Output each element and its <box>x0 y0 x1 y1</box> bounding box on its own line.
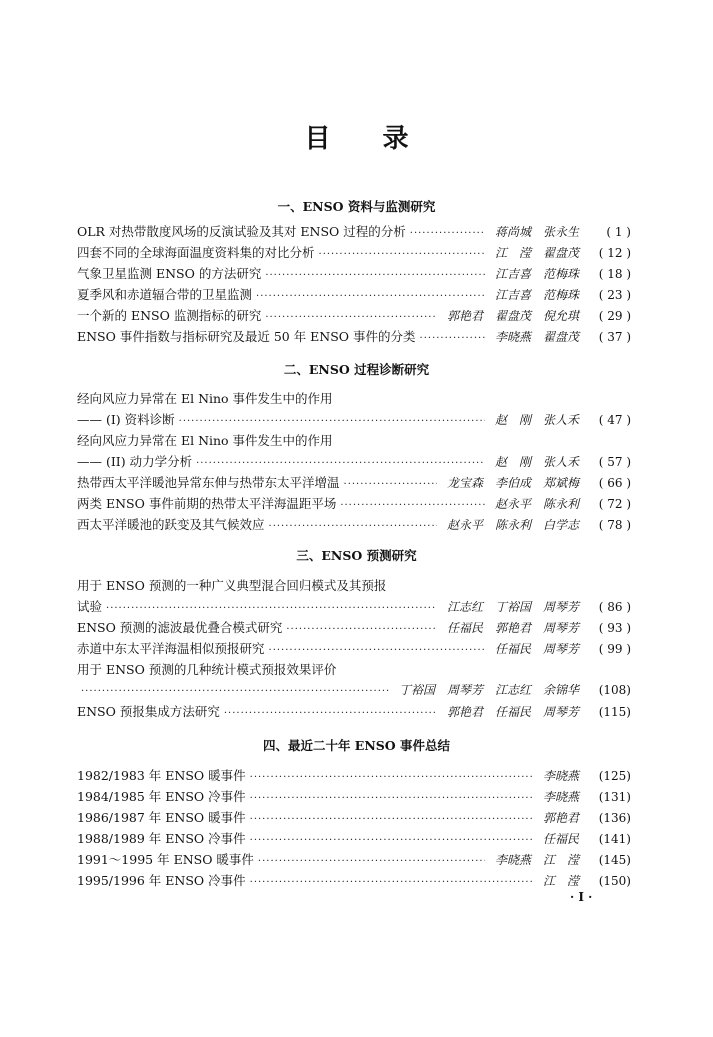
entry-page: (131) <box>598 790 631 804</box>
entry-page: ( 12 ) <box>598 246 631 260</box>
entry-page: (145) <box>598 853 631 867</box>
entry-authors: 江吉喜 范梅珠 <box>494 288 579 302</box>
entry-page: ( 72 ) <box>598 497 631 511</box>
toc-entry[interactable] <box>77 871 631 891</box>
entry-title: 1986/1987 年 ENSO 暖事件 <box>77 810 246 825</box>
entry-page: (115) <box>598 705 631 719</box>
entry-authors: 赵 刚 张人禾 <box>494 455 579 469</box>
toc-entry-title-line[interactable] <box>77 431 631 451</box>
entry-title: 1984/1985 年 ENSO 冷事件 <box>77 789 246 804</box>
entry-title: 一个新的 ENSO 监测指标的研究 <box>77 308 262 323</box>
entry-page: ( 37 ) <box>598 330 631 344</box>
entry-title: ENSO 事件指数与指标研究及最近 50 年 ENSO 事件的分类 <box>77 329 416 344</box>
entry-page: (108) <box>598 683 631 697</box>
section-heading: 三、ENSO 预测研究 <box>296 548 417 563</box>
entry-authors: 江吉喜 范梅珠 <box>494 267 579 281</box>
entry-title: 经向风应力异常在 El Nino 事件发生中的作用 <box>77 433 333 448</box>
entry-authors: 李晓燕 江 滢 <box>494 853 579 867</box>
entry-page: ( 78 ) <box>598 518 631 532</box>
entry-authors: 江志红 丁裕国 周琴芳 <box>446 600 579 614</box>
entry-authors: 赵永平 陈永利 白学志 <box>446 518 579 532</box>
entry-title: 1995/1996 年 ENSO 冷事件 <box>77 873 246 888</box>
entry-authors: 龙宝森 李伯成 郑斌梅 <box>446 476 579 490</box>
entry-page: ( 23 ) <box>598 288 631 302</box>
entry-title: 西太平洋暖池的跃变及其气候效应 <box>77 517 265 532</box>
toc-entry[interactable] <box>77 515 631 535</box>
toc-entry[interactable] <box>77 681 631 701</box>
entry-page: (141) <box>598 832 631 846</box>
entry-title: 用于 ENSO 预测的一种广义典型混合回归模式及其预报 <box>77 578 387 593</box>
toc-entry[interactable] <box>77 808 631 828</box>
toc-entry-title-line[interactable] <box>77 576 631 596</box>
toc-entry[interactable] <box>77 222 631 242</box>
entry-authors: 赵永平 陈永利 <box>494 497 579 511</box>
toc-entry[interactable] <box>77 243 631 263</box>
toc-entry[interactable] <box>77 473 631 493</box>
entry-title: 热带西太平洋暖池异常东伸与热带东太平洋增温 <box>77 475 340 490</box>
toc-entry[interactable] <box>77 829 631 849</box>
entry-title: 两类 ENSO 事件前期的热带太平洋海温距平场 <box>77 496 337 511</box>
entry-page: (125) <box>598 769 631 783</box>
toc-entry[interactable] <box>77 410 631 430</box>
entry-authors: 赵 刚 张人禾 <box>494 413 579 427</box>
entry-authors: 李晓燕 翟盘茂 <box>494 330 579 344</box>
entry-title: 四套不同的全球海面温度资料集的对比分析 <box>77 245 315 260</box>
page-title-left: 目 <box>304 124 331 154</box>
entry-title: 1982/1983 年 ENSO 暖事件 <box>77 768 246 783</box>
entry-page: ( 57 ) <box>598 455 631 469</box>
entry-title: 1991～1995 年 ENSO 暖事件 <box>77 852 254 867</box>
toc-entry[interactable] <box>77 494 631 514</box>
entry-page: ( 1 ) <box>606 225 631 239</box>
toc-entry[interactable] <box>77 850 631 870</box>
entry-authors: 李晓燕 <box>542 769 579 783</box>
toc-entry[interactable] <box>77 306 631 326</box>
page-title-right: 录 <box>382 124 409 154</box>
toc-entry[interactable] <box>77 285 631 305</box>
entry-title: ENSO 预报集成方法研究 <box>77 704 220 719</box>
entry-title: —— (II) 动力学分析 <box>77 454 193 469</box>
entry-authors: 任福民 郭艳君 周琴芳 <box>446 621 579 635</box>
entry-page: ( 93 ) <box>598 621 631 635</box>
page-title <box>0 118 713 155</box>
entry-title: OLR 对热带散度风场的反演试验及其对 ENSO 过程的分析 <box>77 224 406 239</box>
entry-authors: 李晓燕 <box>542 790 579 804</box>
toc-entry-title-line[interactable] <box>77 389 631 409</box>
entry-page: ( 29 ) <box>598 309 631 323</box>
entry-authors: 丁裕国 周琴芳 江志红 余锦华 <box>398 683 579 697</box>
entry-page: ( 66 ) <box>598 476 631 490</box>
toc-entry[interactable] <box>77 702 631 722</box>
toc-entry[interactable] <box>77 766 631 786</box>
entry-page: ( 47 ) <box>598 413 631 427</box>
entry-page: (136) <box>598 811 631 825</box>
entry-page: ( 18 ) <box>598 267 631 281</box>
section-heading: 四、最近二十年 ENSO 事件总结 <box>262 738 451 753</box>
entry-title: 经向风应力异常在 El Nino 事件发生中的作用 <box>77 391 333 406</box>
entry-page: ( 99 ) <box>598 642 631 656</box>
entry-title: 1988/1989 年 ENSO 冷事件 <box>77 831 246 846</box>
entry-authors: 任福民 <box>542 832 579 846</box>
toc-entry[interactable] <box>77 327 631 347</box>
entry-title: 气象卫星监测 ENSO 的方法研究 <box>77 266 262 281</box>
toc-entry[interactable] <box>77 452 631 472</box>
section-heading: 一、ENSO 资料与监测研究 <box>277 199 436 214</box>
entry-authors: 江 滢 翟盘茂 <box>494 246 579 260</box>
entry-authors: 郭艳君 <box>542 811 579 825</box>
entry-title: 夏季风和赤道辐合带的卫星监测 <box>77 287 253 302</box>
entry-title: ENSO 预测的滤波最优叠合模式研究 <box>77 620 283 635</box>
entry-authors: 蒋尚城 张永生 <box>494 225 579 239</box>
entry-authors: 郭艳君 翟盘茂 倪允琪 <box>446 309 579 323</box>
toc-entry[interactable] <box>77 618 631 638</box>
entry-title: 用于 ENSO 预测的几种统计模式预报效果评价 <box>77 662 337 677</box>
entry-title: —— (I) 资料诊断 <box>77 412 175 427</box>
entry-title: 试验 <box>77 599 103 614</box>
entry-page: ( 86 ) <box>598 600 631 614</box>
entry-authors: 江 滢 <box>542 874 579 888</box>
toc-entry[interactable] <box>77 264 631 284</box>
entry-authors: 郭艳君 任福民 周琴芳 <box>446 705 579 719</box>
entry-authors: 任福民 周琴芳 <box>494 642 579 656</box>
entry-page: (150) <box>598 874 631 888</box>
toc-entry-title-line[interactable] <box>77 660 631 680</box>
entry-title: 赤道中东太平洋海温相似预报研究 <box>77 641 265 656</box>
section-heading: 二、ENSO 过程诊断研究 <box>283 362 430 377</box>
toc-entry[interactable] <box>77 787 631 807</box>
toc-entry[interactable] <box>77 639 631 659</box>
toc-entry[interactable] <box>77 597 631 617</box>
page-number: · I · <box>570 890 593 904</box>
